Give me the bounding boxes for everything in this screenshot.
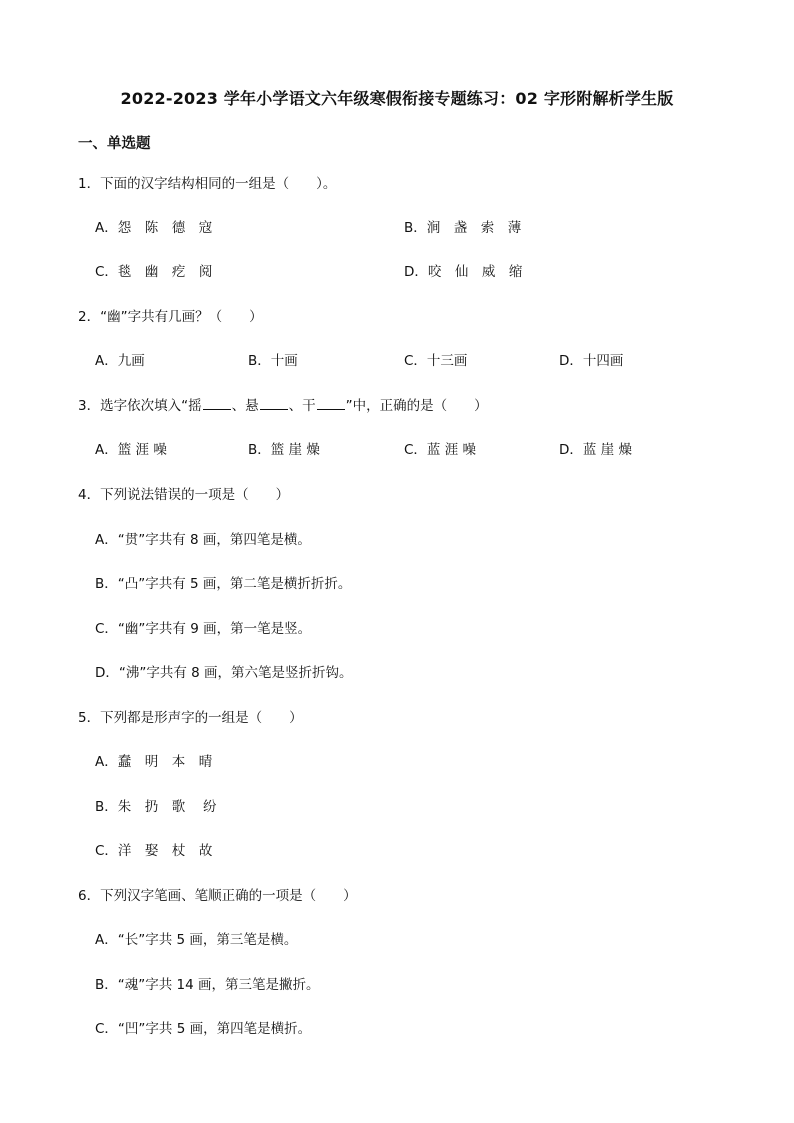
document-title: 2022-2023 学年小学语文六年级寒假衔接专题练习：02 字形附解析学生版 bbox=[120, 89, 674, 108]
option-b: B．朱 扔 歌 纷 bbox=[95, 799, 217, 815]
blank bbox=[317, 408, 345, 410]
question-stem bbox=[78, 396, 488, 416]
option-d: D．“沸”字共有 8 画，第六笔是竖折折钩。 bbox=[95, 665, 353, 681]
option-a: A．蠢 明 本 晴 bbox=[95, 754, 213, 770]
question-stem: 4．下列说法错误的一项是（ ） bbox=[78, 487, 290, 503]
stem-part: 、悬 bbox=[231, 398, 259, 414]
option-c: C．蓝 涯 噪 bbox=[404, 442, 477, 458]
blank bbox=[260, 408, 288, 410]
option-a: A．怨 陈 德 寇 bbox=[95, 220, 213, 236]
option-a: A．“长”字共 5 画，第三笔是横。 bbox=[95, 932, 298, 948]
option-d: D．咬 仙 威 缩 bbox=[404, 264, 523, 280]
option-b: B．“凸”字共有 5 画，第二笔是横折折折。 bbox=[95, 576, 352, 592]
option-b: B．涧 盏 索 薄 bbox=[404, 220, 522, 236]
option-c: C．洋 娶 杖 故 bbox=[95, 843, 213, 859]
question-stem: 1．下面的汉字结构相同的一组是（ ）。 bbox=[78, 176, 337, 192]
question-stem: 5．下列都是形声字的一组是（ ） bbox=[78, 710, 303, 726]
option-c: C．毯 幽 疙 阅 bbox=[95, 264, 213, 280]
option-a: A．“贯”字共有 8 画，第四笔是横。 bbox=[95, 532, 311, 548]
section-heading: 一、单选题 bbox=[78, 136, 151, 152]
option-b: B．十画 bbox=[248, 353, 298, 369]
option-d: D．蓝 崖 燥 bbox=[559, 442, 632, 458]
question-stem: 6．下列汉字笔画、笔顺正确的一项是（ ） bbox=[78, 888, 357, 904]
stem-part: ”中，正确的是（ ） bbox=[345, 398, 488, 414]
option-b: B．篮 崖 燥 bbox=[248, 442, 320, 458]
option-d: D．十四画 bbox=[559, 353, 624, 369]
option-a: A．篮 涯 噪 bbox=[95, 442, 167, 458]
question-stem: 2．“幽”字共有几画？（ ） bbox=[78, 309, 263, 325]
blank bbox=[203, 408, 231, 410]
option-c: C．十三画 bbox=[404, 353, 468, 369]
stem-part: 3．选字依次填入“摇 bbox=[78, 398, 202, 414]
option-a: A．九画 bbox=[95, 353, 145, 369]
option-c: C．“幽”字共有 9 画，第一笔是竖。 bbox=[95, 621, 312, 637]
option-b: B．“魂”字共 14 画，第三笔是撇折。 bbox=[95, 977, 320, 993]
option-c: C．“凹”字共 5 画，第四笔是横折。 bbox=[95, 1021, 312, 1037]
stem-part: 、干 bbox=[288, 398, 316, 414]
